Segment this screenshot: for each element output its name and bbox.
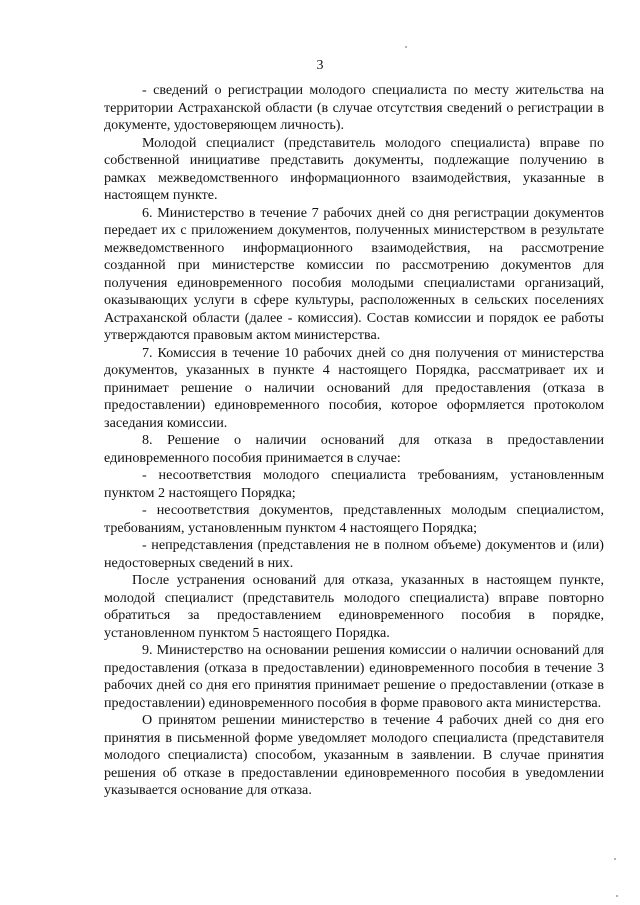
- paragraph-item-6: 6. Министерство в течение 7 рабочих дней со дня регистрации документов передает их с приложением документов, полученных министерством в результате межведомственного информационного взаимодействия, на рассмотрение созданной при министерстве комиссии по рассмотрению документов для получения единовременного пособия молодыми специалистами организаций, оказывающих услуги в сфере культуры, расположенных в сельских поселениях Астраханской области (далее - комиссия). Состав комиссии и порядок ее работы утверждаются правовым актом министерства.: [104, 204, 604, 343]
- paragraph-refusal-reason-3: - непредставления (представления не в полном объеме) документов и (или) недостоверных сведений в них.: [104, 537, 604, 571]
- paragraph-item-8: 8. Решение о наличии оснований для отказа в предоставлении единовременного пособия принимается в случае:: [104, 432, 604, 466]
- paragraph-notification: О принятом решении министерство в течение 4 рабочих дней со дня его принятия в письменной форме уведомляет молодого специалиста (представителя молодого специалиста) способом, указанным в заявлении. В случае принятия решения об отказе в предоставлении единовременного пособия в уведомлении указывается основание для отказа.: [104, 712, 604, 798]
- paragraph-own-initiative: Молодой специалист (представитель молодого специалиста) вправе по собственной инициативе представить документы, подлежащие получению в рамках межведомственного информационного взаимодействия, указанные в настоящем пункте.: [104, 134, 604, 203]
- paragraph-item-7: 7. Комиссия в течение 10 рабочих дней со дня получения от министерства документов, указанных в пункте 4 настоящего Порядка, рассматривает их и принимает решение о наличии оснований для предоставления (отказа в предоставлении) единовременного пособия, которое оформляется протоколом заседания комиссии.: [104, 344, 604, 431]
- paragraph-registration-info: - сведений о регистрации молодого специалиста по месту жительства на территории Астраханской области (в случае отсутствия сведений о регистрации в документе, удостоверяющем личность).: [104, 82, 604, 133]
- scan-speck: [614, 858, 616, 860]
- paragraph-reapply: После устранения оснований для отказа, указанных в настоящем пункте, молодой специалист (представитель молодого специалиста) вправе повторно обратиться за предоставлением единовременного пособия в порядке, установленном пунктом 5 настоящего Порядка.: [104, 572, 604, 641]
- page-number: 3: [316, 58, 324, 73]
- paragraph-refusal-reason-1: - несоответствия молодого специалиста требованиям, установленным пунктом 2 настоящего Порядка;: [104, 467, 604, 501]
- scan-speck: [616, 895, 618, 897]
- document-body: [104, 82, 604, 800]
- paragraph-item-9: 9. Министерство на основании решения комиссии о наличии оснований для предоставления (отказа в предоставлении) единовременного пособия в течение 3 рабочих дней со дня его принятия принимает решение о предоставлении (отказе в предоставлении) единовременного пособия в форме правового акта министерства.: [104, 642, 604, 711]
- scan-speck: [405, 46, 407, 48]
- paragraph-refusal-reason-2: - несоответствия документов, представленных молодым специалистом, требованиям, установленным пунктом 4 настоящего Порядка;: [104, 502, 604, 536]
